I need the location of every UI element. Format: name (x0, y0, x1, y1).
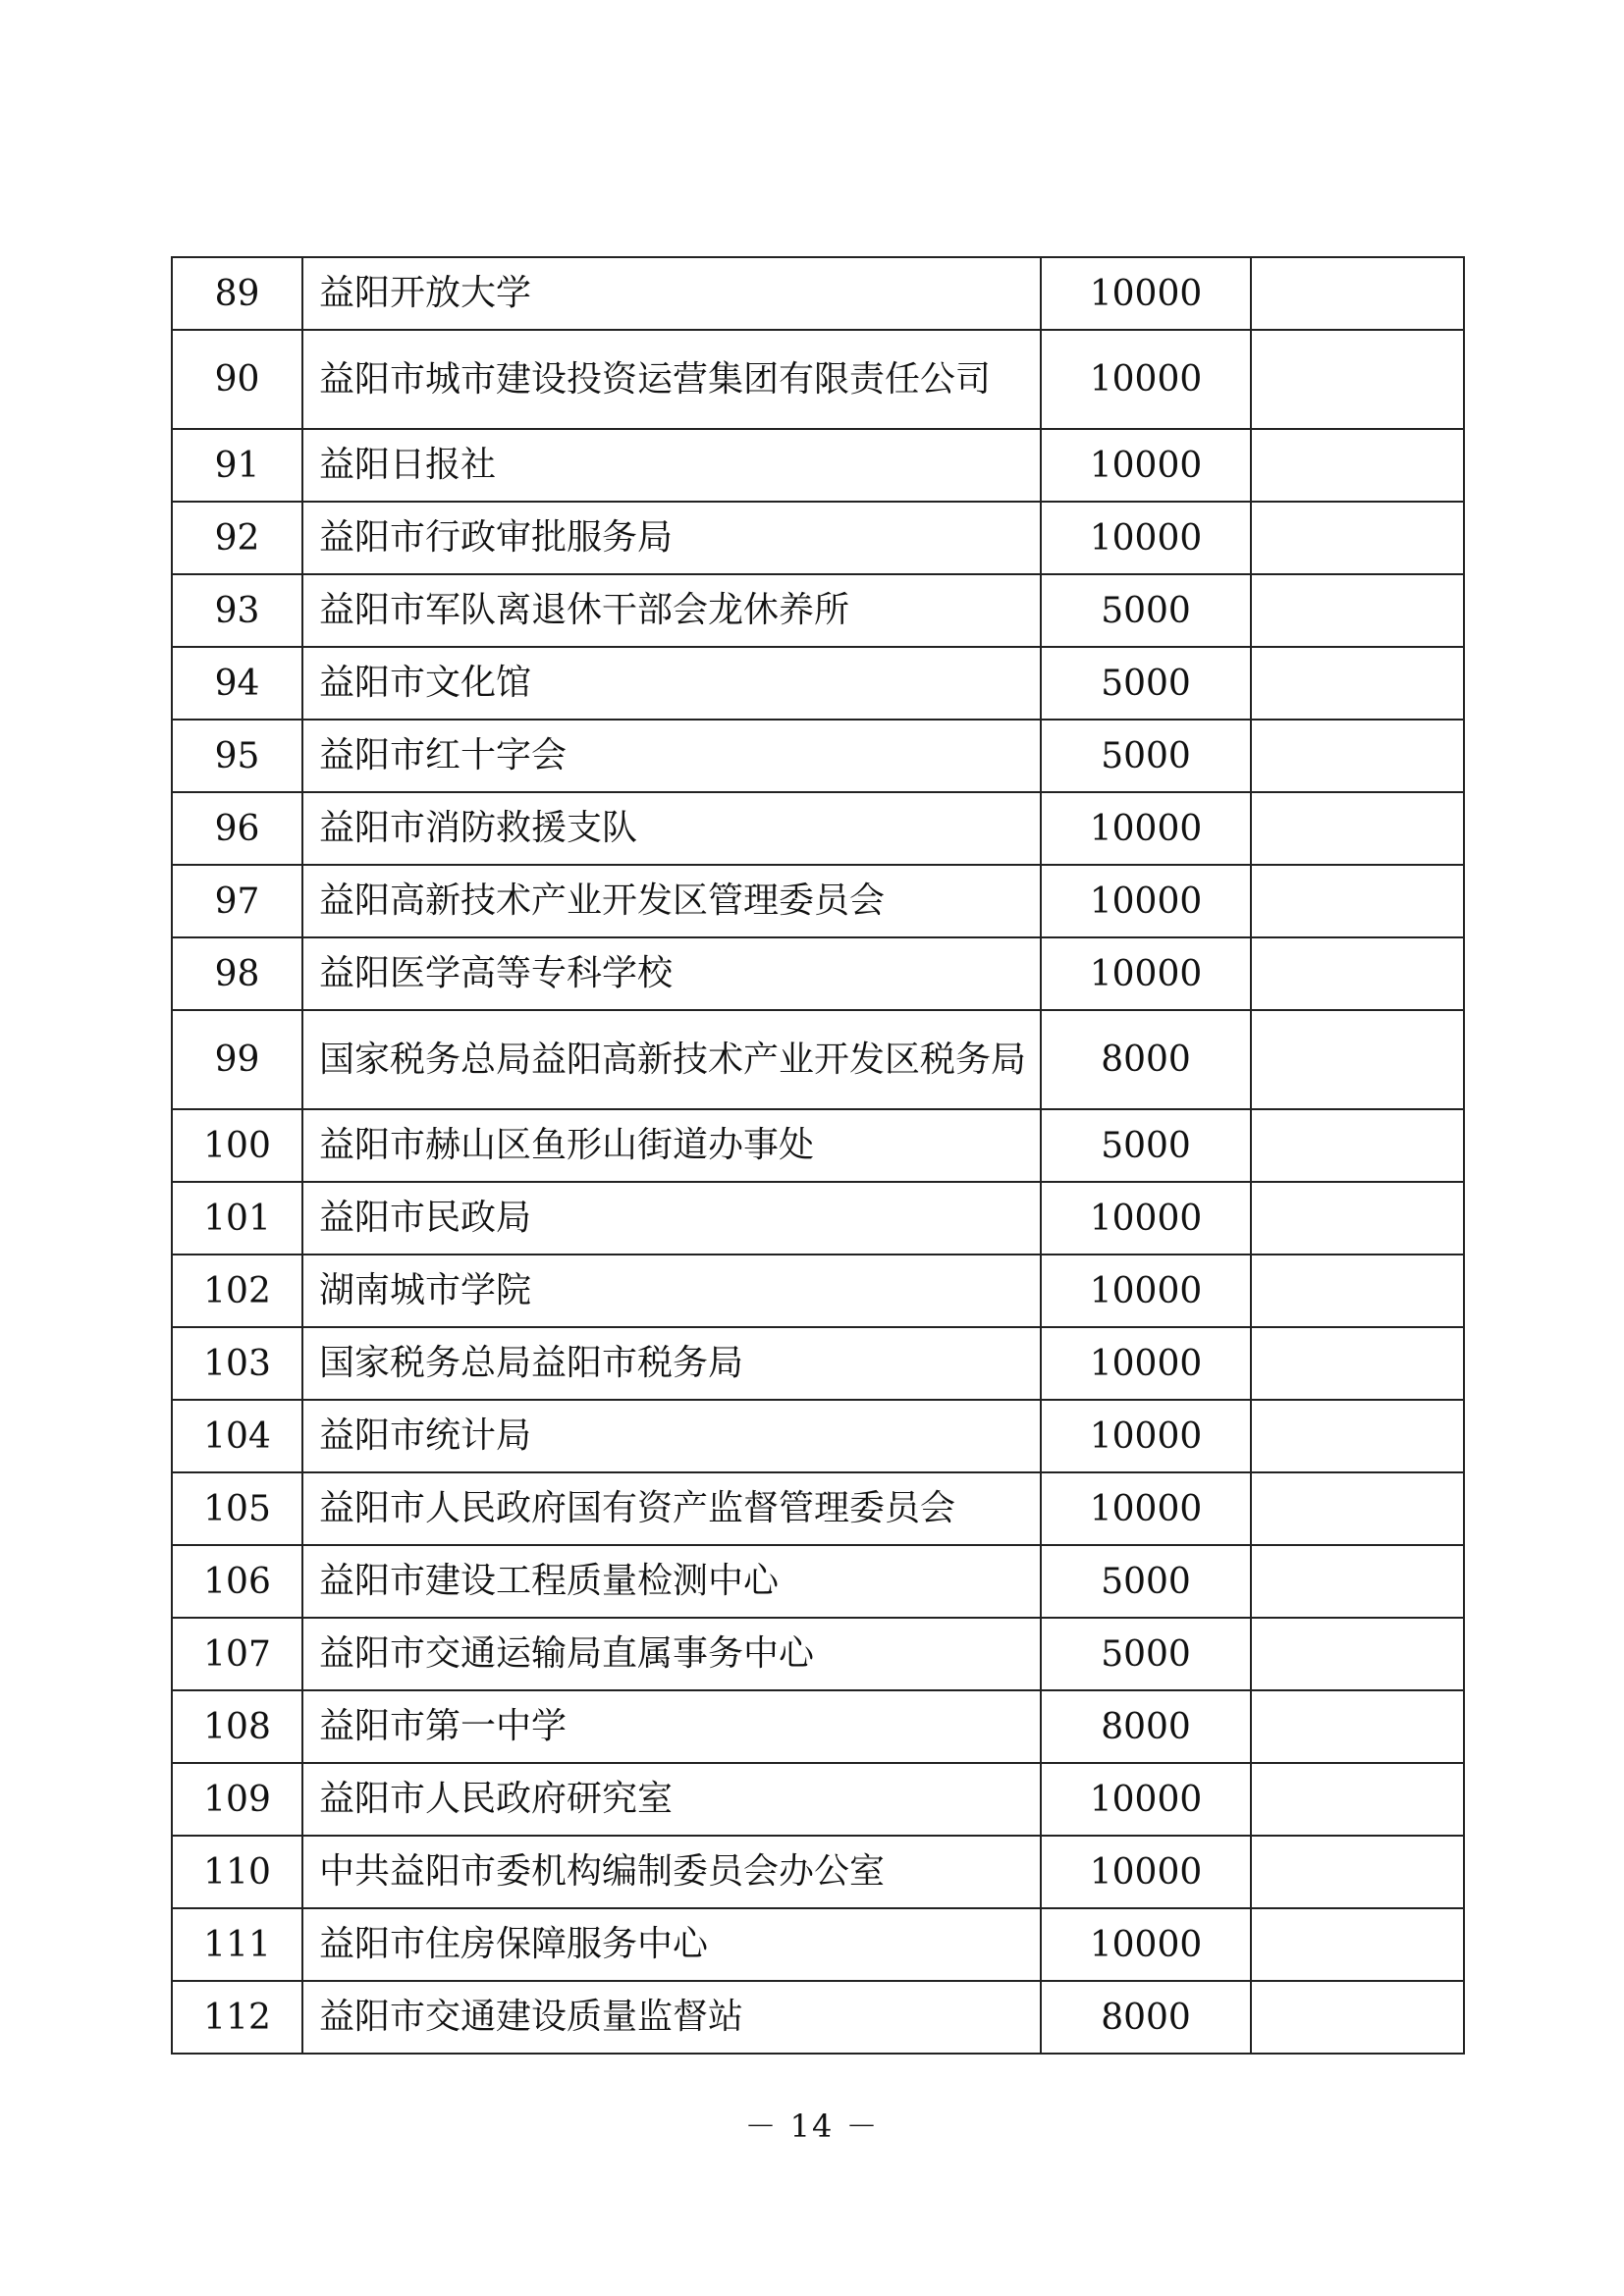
amount: 8000 (1041, 1981, 1251, 2054)
note-cell (1251, 1908, 1464, 1981)
amount: 10000 (1041, 429, 1251, 502)
table-row (172, 330, 1464, 429)
note-cell (1251, 429, 1464, 502)
row-number: 107 (172, 1618, 302, 1690)
unit-name: 益阳市赫山区鱼形山街道办事处 (302, 1109, 1041, 1182)
note-cell (1251, 1400, 1464, 1472)
amount: 10000 (1041, 1182, 1251, 1255)
unit-name: 益阳市行政审批服务局 (302, 502, 1041, 574)
amount: 10000 (1041, 1327, 1251, 1400)
row-number: 99 (172, 1010, 302, 1109)
unit-name: 益阳市住房保障服务中心 (302, 1908, 1041, 1981)
row-number: 112 (172, 1981, 302, 2054)
table-row (172, 1981, 1464, 2054)
note-cell (1251, 1836, 1464, 1908)
note-cell (1251, 720, 1464, 792)
note-cell (1251, 1182, 1464, 1255)
note-cell (1251, 937, 1464, 1010)
note-cell (1251, 865, 1464, 937)
note-cell (1251, 1255, 1464, 1327)
row-number: 108 (172, 1690, 302, 1763)
unit-name: 国家税务总局益阳市税务局 (302, 1327, 1041, 1400)
amount: 5000 (1041, 1109, 1251, 1182)
note-cell (1251, 257, 1464, 330)
table-body (172, 257, 1464, 2054)
page-number: － 14 － (744, 2108, 880, 2145)
note-cell (1251, 1109, 1464, 1182)
amount: 10000 (1041, 1908, 1251, 1981)
unit-name: 益阳市交通运输局直属事务中心 (302, 1618, 1041, 1690)
unit-name: 国家税务总局益阳高新技术产业开发区税务局 (302, 1010, 1041, 1109)
table-row (172, 1010, 1464, 1109)
amount: 5000 (1041, 1618, 1251, 1690)
row-number: 94 (172, 647, 302, 720)
amount: 10000 (1041, 502, 1251, 574)
amount: 10000 (1041, 1255, 1251, 1327)
row-number: 93 (172, 574, 302, 647)
table-row (172, 1109, 1464, 1182)
row-number: 100 (172, 1109, 302, 1182)
row-number: 102 (172, 1255, 302, 1327)
unit-name: 益阳医学高等专科学校 (302, 937, 1041, 1010)
unit-name: 益阳市红十字会 (302, 720, 1041, 792)
unit-name: 中共益阳市委机构编制委员会办公室 (302, 1836, 1041, 1908)
unit-name: 益阳市军队离退休干部会龙休养所 (302, 574, 1041, 647)
row-number: 109 (172, 1763, 302, 1836)
row-number: 89 (172, 257, 302, 330)
row-number: 106 (172, 1545, 302, 1618)
row-number: 97 (172, 865, 302, 937)
unit-name: 益阳市人民政府国有资产监督管理委员会 (302, 1472, 1041, 1545)
note-cell (1251, 792, 1464, 865)
row-number: 92 (172, 502, 302, 574)
row-number: 105 (172, 1472, 302, 1545)
row-number: 98 (172, 937, 302, 1010)
table-row (172, 429, 1464, 502)
unit-name: 益阳日报社 (302, 429, 1041, 502)
table-row (172, 502, 1464, 574)
table-row (172, 647, 1464, 720)
table-row (172, 1255, 1464, 1327)
unit-name: 益阳市城市建设投资运营集团有限责任公司 (302, 330, 1041, 429)
note-cell (1251, 1618, 1464, 1690)
amount: 10000 (1041, 1836, 1251, 1908)
note-cell (1251, 1545, 1464, 1618)
unit-name: 益阳市统计局 (302, 1400, 1041, 1472)
unit-name: 益阳开放大学 (302, 257, 1041, 330)
amount: 5000 (1041, 1545, 1251, 1618)
amount: 10000 (1041, 1400, 1251, 1472)
table-row (172, 1763, 1464, 1836)
unit-name: 益阳市交通建设质量监督站 (302, 1981, 1041, 2054)
amount: 5000 (1041, 647, 1251, 720)
amount: 10000 (1041, 1763, 1251, 1836)
table-row (172, 257, 1464, 330)
table-row (172, 1472, 1464, 1545)
note-cell (1251, 1010, 1464, 1109)
row-number: 101 (172, 1182, 302, 1255)
table-row (172, 1690, 1464, 1763)
amount: 8000 (1041, 1690, 1251, 1763)
unit-name: 益阳市民政局 (302, 1182, 1041, 1255)
table-row (172, 1182, 1464, 1255)
note-cell (1251, 502, 1464, 574)
row-number: 103 (172, 1327, 302, 1400)
note-cell (1251, 647, 1464, 720)
amount: 10000 (1041, 792, 1251, 865)
note-cell (1251, 1472, 1464, 1545)
unit-name: 益阳市第一中学 (302, 1690, 1041, 1763)
row-number: 110 (172, 1836, 302, 1908)
unit-name: 益阳高新技术产业开发区管理委员会 (302, 865, 1041, 937)
row-number: 96 (172, 792, 302, 865)
note-cell (1251, 1763, 1464, 1836)
note-cell (1251, 1690, 1464, 1763)
amount: 5000 (1041, 574, 1251, 647)
allocation-table (171, 256, 1465, 2055)
table-row (172, 574, 1464, 647)
row-number: 104 (172, 1400, 302, 1472)
unit-name: 湖南城市学院 (302, 1255, 1041, 1327)
table-row (172, 1327, 1464, 1400)
note-cell (1251, 330, 1464, 429)
table-row (172, 1400, 1464, 1472)
row-number: 91 (172, 429, 302, 502)
table-row (172, 937, 1464, 1010)
amount: 10000 (1041, 257, 1251, 330)
amount: 10000 (1041, 330, 1251, 429)
unit-name: 益阳市人民政府研究室 (302, 1763, 1041, 1836)
amount: 10000 (1041, 937, 1251, 1010)
table-row (172, 720, 1464, 792)
table-row (172, 1545, 1464, 1618)
row-number: 90 (172, 330, 302, 429)
unit-name: 益阳市消防救援支队 (302, 792, 1041, 865)
table-row (172, 865, 1464, 937)
amount: 10000 (1041, 1472, 1251, 1545)
amount: 5000 (1041, 720, 1251, 792)
note-cell (1251, 574, 1464, 647)
amount: 10000 (1041, 865, 1251, 937)
unit-name: 益阳市建设工程质量检测中心 (302, 1545, 1041, 1618)
note-cell (1251, 1327, 1464, 1400)
table-row (172, 1836, 1464, 1908)
table-row (172, 1908, 1464, 1981)
note-cell (1251, 1981, 1464, 2054)
row-number: 111 (172, 1908, 302, 1981)
row-number: 95 (172, 720, 302, 792)
table-row (172, 792, 1464, 865)
allocation-table-container (171, 256, 1463, 2055)
amount: 8000 (1041, 1010, 1251, 1109)
table-row (172, 1618, 1464, 1690)
unit-name: 益阳市文化馆 (302, 647, 1041, 720)
